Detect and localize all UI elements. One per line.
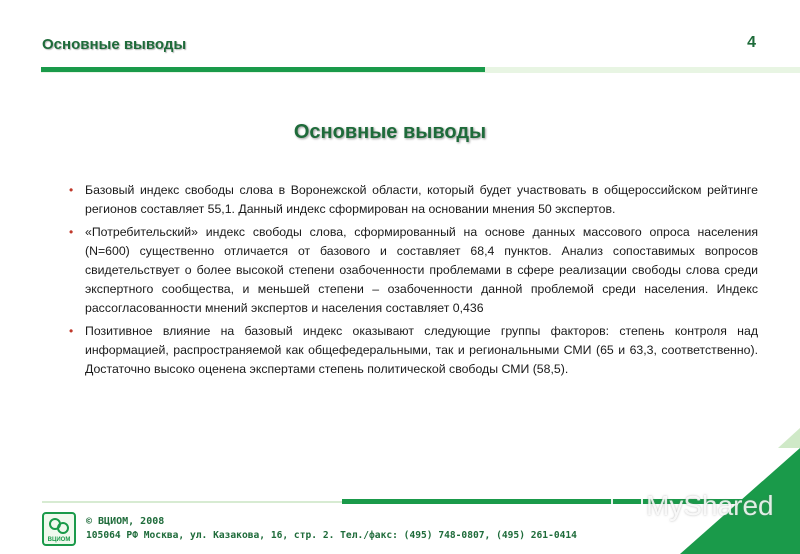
bullet-text: Базовый индекс свободы слова в Воронежской области, который будет участвовать в общероссийском рейтинге регионов составляет 55,1. Данный индекс сформирован на основании мнения 50 экспертов. [85, 183, 758, 216]
logo-text: ВЦИОМ [47, 537, 71, 543]
header-title: Основные выводы [42, 36, 187, 53]
list-item [68, 223, 758, 318]
footer-address: 105064 РФ Москва, ул. Казакова, 16, стр. 2. Тел./факс: (495) 748-0807, (495) 261-0414 [86, 530, 577, 541]
main-heading: Основные выводы [293, 121, 487, 143]
corner-decoration-light [778, 428, 800, 448]
bullet-dot-icon: • [69, 183, 74, 197]
watermark-text: MyShared [646, 490, 774, 521]
bullet-dot-icon: • [69, 324, 74, 338]
list-item [68, 322, 758, 379]
bullet-list [68, 181, 758, 383]
logo-mark-icon [44, 516, 74, 538]
list-item [68, 181, 758, 219]
bullet-dot-icon: • [69, 225, 74, 239]
bullet-text: Позитивное влияние на базовый индекс оказывают следующие группы факторов: степень контроля над информацией, распространяемой как общефедеральными, так и региональными СМИ (65 и 63,3, соответственно). Достаточно высоко оценена экспертами степень политической свободы СМИ (58,5). [85, 324, 758, 376]
page-number: 4 [747, 34, 756, 51]
bullet-text: «Потребительский» индекс свободы слова, сформированный на основе данных массового опроса населения (N=600) существенно отличается от базового и составляет 68,4 пунктов. Анализ сопоставимых вопросов свидетельствует о более высокой степени озабоченности проблемами в сфере реализации свободы слова среди экспертного сообщества, и меньшей степени – озабоченности данной проблемой среди населения. Индекс рассогласованности мнений экспертов и населения составляет 0,436 [85, 225, 758, 315]
header-rule-accent [41, 67, 485, 72]
presentation-icon [610, 494, 644, 522]
watermark [610, 490, 774, 522]
footer-copyright: © ВЦИОМ, 2008 [86, 516, 165, 527]
vciom-logo [42, 512, 76, 546]
